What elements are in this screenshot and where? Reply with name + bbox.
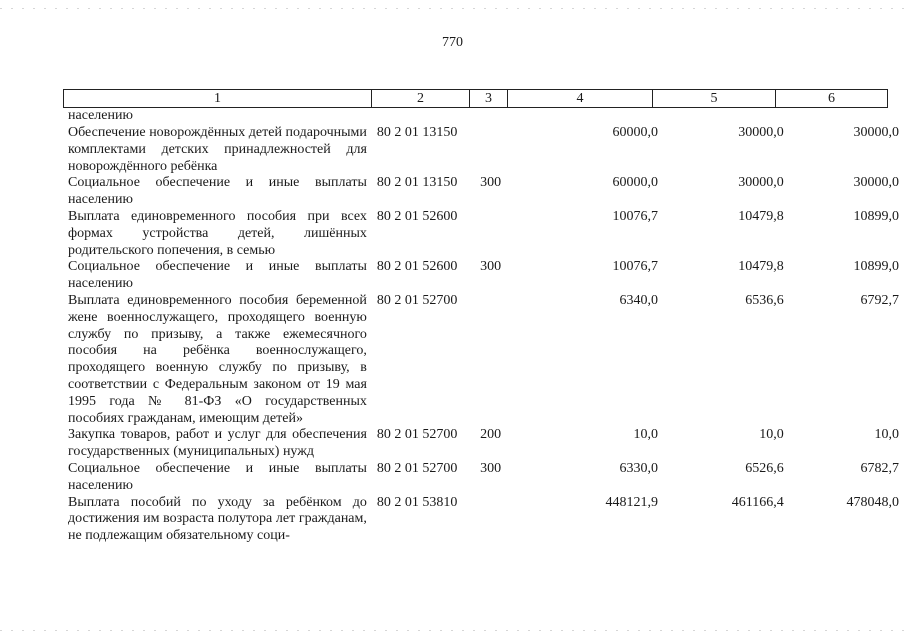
row-type	[474, 495, 517, 545]
column-header-row	[64, 90, 888, 108]
table-row	[63, 495, 905, 545]
row-name: Социальное обеспечение и иные выплаты населению	[68, 460, 367, 493]
row-value-5: 10479,8	[738, 259, 784, 275]
row-value-5: 461166,4	[731, 494, 784, 510]
row-value-6: 10899,0	[853, 259, 899, 275]
row-value-4: 448121,9	[605, 494, 658, 510]
column-header-2: 2	[372, 90, 470, 108]
row-value-6: 30000,0	[853, 175, 899, 191]
row-code: 80 2 01 53810	[376, 494, 458, 510]
row-value-6	[790, 108, 905, 125]
column-header-table	[63, 89, 888, 108]
row-type	[474, 209, 517, 259]
row-type: 300	[480, 175, 502, 191]
row-code: 80 2 01 52600	[376, 208, 458, 224]
table-row	[63, 461, 905, 495]
row-value-4: 10,0	[633, 427, 658, 443]
row-value-6: 478048,0	[846, 494, 899, 510]
row-type	[474, 293, 517, 427]
row-code: 80 2 01 52700	[376, 427, 458, 443]
row-value-6: 6782,7	[860, 460, 899, 476]
table-row	[63, 125, 905, 175]
row-value-5: 6536,6	[745, 292, 784, 308]
row-value-5: 30000,0	[738, 175, 784, 191]
row-code: 80 2 01 13150	[376, 175, 458, 191]
row-value-5: 30000,0	[738, 125, 784, 140]
row-value-5: 6526,6	[745, 460, 784, 476]
row-value-6: 30000,0	[853, 125, 899, 140]
column-header-3: 3	[470, 90, 508, 108]
row-value-4: 6330,0	[619, 460, 658, 476]
table-row	[63, 259, 905, 293]
row-type	[474, 108, 517, 125]
row-name: Обеспечение новорождённых детей подарочными комплектами детских принадлежностей для новорождённого ребёнка	[68, 125, 367, 174]
row-code: 80 2 01 52700	[376, 292, 458, 308]
row-code: 80 2 01 52700	[376, 460, 458, 476]
row-value-6: 10,0	[874, 427, 899, 443]
row-value-4	[517, 108, 664, 125]
table-row	[63, 209, 905, 259]
page-number: 770	[442, 35, 463, 50]
row-name: Выплата единовременного пособия беременной жене военнослужащего, проходящего военную службу по призыву, а также ежемесячного пособия на ребёнка военнослужащего, проходящего военную службу по призыву, в соответствии с Федеральным законом от 19 мая 1995 года № 81-ФЗ «О государственных пособиях гражданам, имеющим детей»	[68, 292, 367, 426]
row-value-4: 60000,0	[612, 125, 658, 140]
table-row	[63, 427, 905, 461]
row-type	[474, 125, 517, 175]
scan-artifact-bottom	[0, 630, 905, 631]
column-header-1: 1	[64, 90, 372, 108]
column-header-5: 5	[653, 90, 776, 108]
row-code	[367, 108, 474, 125]
table-row	[63, 293, 905, 427]
row-name: Выплата единовременного пособия при всех формах устройства детей, лишённых родительского попечения, в семью	[68, 208, 367, 258]
row-code: 80 2 01 13150	[376, 125, 458, 140]
row-type: 300	[480, 259, 502, 275]
row-value-5: 10479,8	[738, 208, 784, 224]
row-value-6: 10899,0	[853, 208, 899, 224]
row-value-4: 10076,7	[612, 208, 658, 224]
row-value-4: 60000,0	[612, 175, 658, 191]
table-row	[63, 108, 905, 125]
row-name: Закупка товаров, работ и услуг для обеспечения государственных (муниципальных) нужд	[68, 427, 367, 460]
row-name: Выплата пособий по уходу за ребёнком до достижения им возраста полутора лет гражданам, не подлежащим обязательному соци-	[68, 494, 367, 544]
scan-artifact-top	[0, 8, 905, 9]
row-value-4: 6340,0	[619, 292, 658, 308]
row-name: Социальное обеспечение и иные выплаты населению	[68, 259, 367, 292]
table-row	[63, 175, 905, 209]
row-value-6: 6792,7	[860, 292, 899, 308]
row-value-5: 10,0	[759, 427, 784, 443]
budget-table	[63, 108, 905, 545]
column-header-6: 6	[776, 90, 888, 108]
column-header-4: 4	[508, 90, 653, 108]
row-code: 80 2 01 52600	[376, 259, 458, 275]
row-name: Социальное обеспечение и иные выплаты населению	[68, 175, 367, 208]
row-name: населению	[68, 108, 133, 123]
row-type: 200	[480, 427, 502, 443]
row-type: 300	[480, 460, 502, 476]
row-value-4: 10076,7	[612, 259, 658, 275]
row-value-5	[664, 108, 790, 125]
